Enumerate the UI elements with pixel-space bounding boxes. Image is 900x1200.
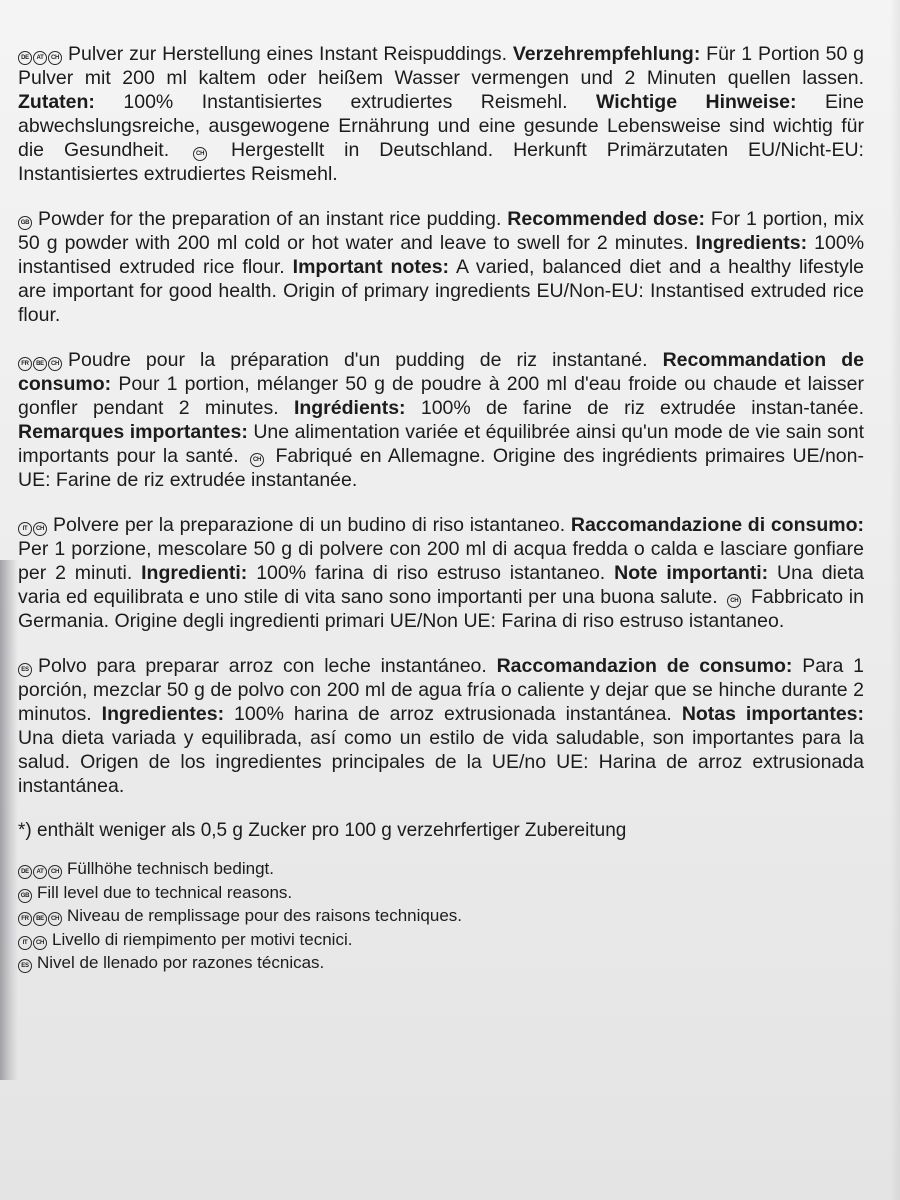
fill-level-de-text: Füllhöhe technisch bedingt. bbox=[67, 859, 274, 878]
es-dose-label: Raccomandazion de consumo: bbox=[496, 655, 793, 677]
fill-level-en-text: Fill level due to technical reasons. bbox=[37, 882, 293, 902]
it-made-in: Fabbricato in Germania. Origine degli ingredienti primari UE/Non UE: Farina di riso estruso istantaneo. bbox=[18, 586, 864, 632]
country-badge-icon: GB bbox=[18, 889, 32, 903]
country-badge-icon: DE bbox=[18, 51, 32, 65]
de-notes-label: Wichtige Hinweise: bbox=[595, 91, 797, 113]
country-badge-icon: CH bbox=[48, 51, 62, 65]
country-badges-de-at-ch bbox=[18, 865, 62, 879]
es-intro: Polvo para preparar arroz con leche instantáneo. bbox=[38, 655, 487, 677]
country-badge-icon: ES bbox=[18, 959, 32, 973]
country-badge-icon: CH bbox=[33, 522, 47, 536]
fr-dose-label: Recommandation de consumo: bbox=[18, 349, 864, 395]
country-badge-icon: GB bbox=[18, 216, 32, 230]
country-badges-fr-be-ch bbox=[18, 357, 62, 371]
country-badge-icon: CH bbox=[33, 936, 47, 950]
it-ingredients-label: Ingredienti: bbox=[141, 562, 248, 584]
country-badges-it-ch bbox=[18, 522, 47, 536]
en-notes-text: A varied, balanced diet and a healthy lifestyle are important for good health. Origin of primary ingredients EU/Non-EU: Instantised extruded rice flour. bbox=[18, 256, 864, 326]
fill-level-it bbox=[18, 928, 864, 952]
country-badge-icon: BE bbox=[33, 357, 47, 371]
country-badge-icon: AT bbox=[33, 51, 47, 65]
fill-level-fr bbox=[18, 904, 864, 928]
en-dose-label: Recommended dose: bbox=[507, 208, 705, 230]
fill-level-es-text: Nivel de llenado por razones técnicas. bbox=[37, 953, 325, 972]
es-dose-text: Para 1 porción, mezclar 50 g de polvo con 200 ml de agua fría o caliente y dejar que se hinche durante 2 minutos. bbox=[18, 655, 864, 725]
de-ingredients-label: Zutaten: bbox=[18, 91, 95, 113]
fr-ingredients-text: 100% de farine de riz extrudée instan-tanée. bbox=[420, 397, 865, 419]
es-ingredients-text: 100% harina de arroz extrusionada instantánea. bbox=[234, 703, 672, 725]
de-intro: Pulver zur Herstellung eines Instant Reispuddings. bbox=[68, 43, 507, 65]
country-badge-icon: BE bbox=[33, 912, 47, 926]
country-badges-gb bbox=[18, 889, 32, 903]
en-intro: Powder for the preparation of an instant rice pudding. bbox=[38, 208, 502, 230]
country-badge-icon: FR bbox=[18, 912, 32, 926]
left-shadow bbox=[0, 560, 18, 1080]
section-english bbox=[18, 207, 864, 327]
country-badges-fr-be-ch bbox=[18, 912, 62, 926]
es-notes-label: Notas importantes: bbox=[681, 703, 865, 725]
country-badge-icon: AT bbox=[33, 865, 47, 879]
product-label bbox=[18, 42, 864, 975]
fill-level-notes bbox=[18, 857, 864, 975]
section-spanish bbox=[18, 654, 864, 798]
country-badge-icon: IT bbox=[18, 522, 32, 536]
country-badge-icon: CH bbox=[727, 594, 741, 608]
en-ingredients-text: 100% instantised extruded rice flour. bbox=[18, 232, 865, 278]
fr-ingredients-label: Ingrédients: bbox=[293, 397, 406, 419]
fr-dose-text: Pour 1 portion, mélanger 50 g de poudre à 200 ml d'eau froide ou chaude et laisser gonfler pendant 2 minutes. bbox=[18, 373, 864, 419]
country-badge-icon: ES bbox=[18, 663, 32, 677]
country-badge-icon: DE bbox=[18, 865, 32, 879]
country-badge-icon: CH bbox=[48, 865, 62, 879]
fr-notes-label: Remarques importantes: bbox=[18, 421, 248, 443]
de-made-in: Hergestellt in Deutschland. Herkunft Primärzutaten EU/Nicht-EU: Instantisiertes extrudiertes Reismehl. bbox=[18, 139, 864, 185]
country-badges-gb bbox=[18, 216, 32, 230]
country-badge-icon: CH bbox=[250, 453, 264, 467]
it-dose-text: Per 1 porzione, mescolare 50 g di polvere con 200 ml di acqua fredda o calda e lasciare gonfiare per 2 minuti. bbox=[18, 538, 864, 584]
it-notes-text: Una dieta varia ed equilibrata e uno stile di vita sano sono importanti per una buona salute. bbox=[18, 562, 864, 608]
country-badge-icon: CH bbox=[193, 147, 207, 161]
de-notes-text: Eine abwechslungsreiche, ausgewogene Ernährung und eine gesunde Lebensweise sind wichtig für die Gesundheit. bbox=[18, 91, 865, 161]
de-ingredients-text: 100% Instantisiertes extrudiertes Reismehl. bbox=[123, 91, 568, 113]
fr-notes-text: Une alimentation variée et équilibrée ainsi qu'un mode de vie sain sont importants pour la santé. bbox=[18, 421, 865, 467]
fill-level-it-text: Livello di riempimento per motivi tecnici. bbox=[52, 929, 353, 949]
right-shadow bbox=[890, 0, 900, 1200]
country-badges-de-at-ch bbox=[18, 51, 62, 65]
country-badges-it-ch bbox=[18, 936, 47, 950]
section-german bbox=[18, 42, 864, 186]
fr-made-in: Fabriqué en Allemagne. Origine des ingrédients primaires UE/non-UE: Farine de riz extrudée instantanée. bbox=[18, 445, 864, 491]
it-notes-label: Note importanti: bbox=[614, 562, 769, 584]
country-badge-icon: CH bbox=[48, 357, 62, 371]
section-french bbox=[18, 348, 864, 492]
country-badges-es bbox=[18, 663, 32, 677]
es-ingredients-label: Ingredientes: bbox=[101, 703, 225, 725]
section-italian bbox=[18, 513, 864, 633]
country-badges-es bbox=[18, 959, 32, 973]
fr-intro: Poudre pour la préparation d'un pudding de riz instantané. bbox=[68, 349, 648, 371]
fill-level-de bbox=[18, 857, 864, 881]
de-dose-label: Verzehrempfehlung: bbox=[512, 43, 701, 65]
it-dose-label: Raccomandazione di consumo: bbox=[570, 514, 864, 536]
de-dose-text: Für 1 Portion 50 g Pulver mit 200 ml kaltem oder heißem Wasser vermengen und 2 Minuten quellen lassen. bbox=[18, 43, 864, 89]
country-badge-icon: CH bbox=[48, 912, 62, 926]
fill-level-en bbox=[18, 881, 864, 905]
en-dose-text: For 1 portion, mix 50 g powder with 200 ml cold or hot water and leave to swell for 2 minutes. bbox=[18, 208, 864, 254]
it-intro: Polvere per la preparazione di un budino di riso istantaneo. bbox=[53, 514, 566, 536]
es-notes-text: Una dieta variada y equilibrada, así como un estilo de vida saludable, son importantes para la salud. Origen de los ingredientes principales de la UE/no UE: Harina de arroz extrusionada instantánea. bbox=[18, 727, 864, 797]
en-ingredients-label: Ingredients: bbox=[695, 232, 808, 254]
fill-level-fr-text: Niveau de remplissage pour des raisons techniques. bbox=[67, 906, 463, 925]
fill-level-es bbox=[18, 951, 864, 975]
country-badge-icon: FR bbox=[18, 357, 32, 371]
country-badge-icon: IT bbox=[18, 936, 32, 950]
it-ingredients-text: 100% farina di riso estruso istantaneo. bbox=[256, 562, 606, 584]
sugar-footnote: *) enthält weniger als 0,5 g Zucker pro 100 g verzehrfertiger Zubereitung bbox=[18, 820, 627, 841]
en-notes-label: Important notes: bbox=[292, 256, 450, 278]
